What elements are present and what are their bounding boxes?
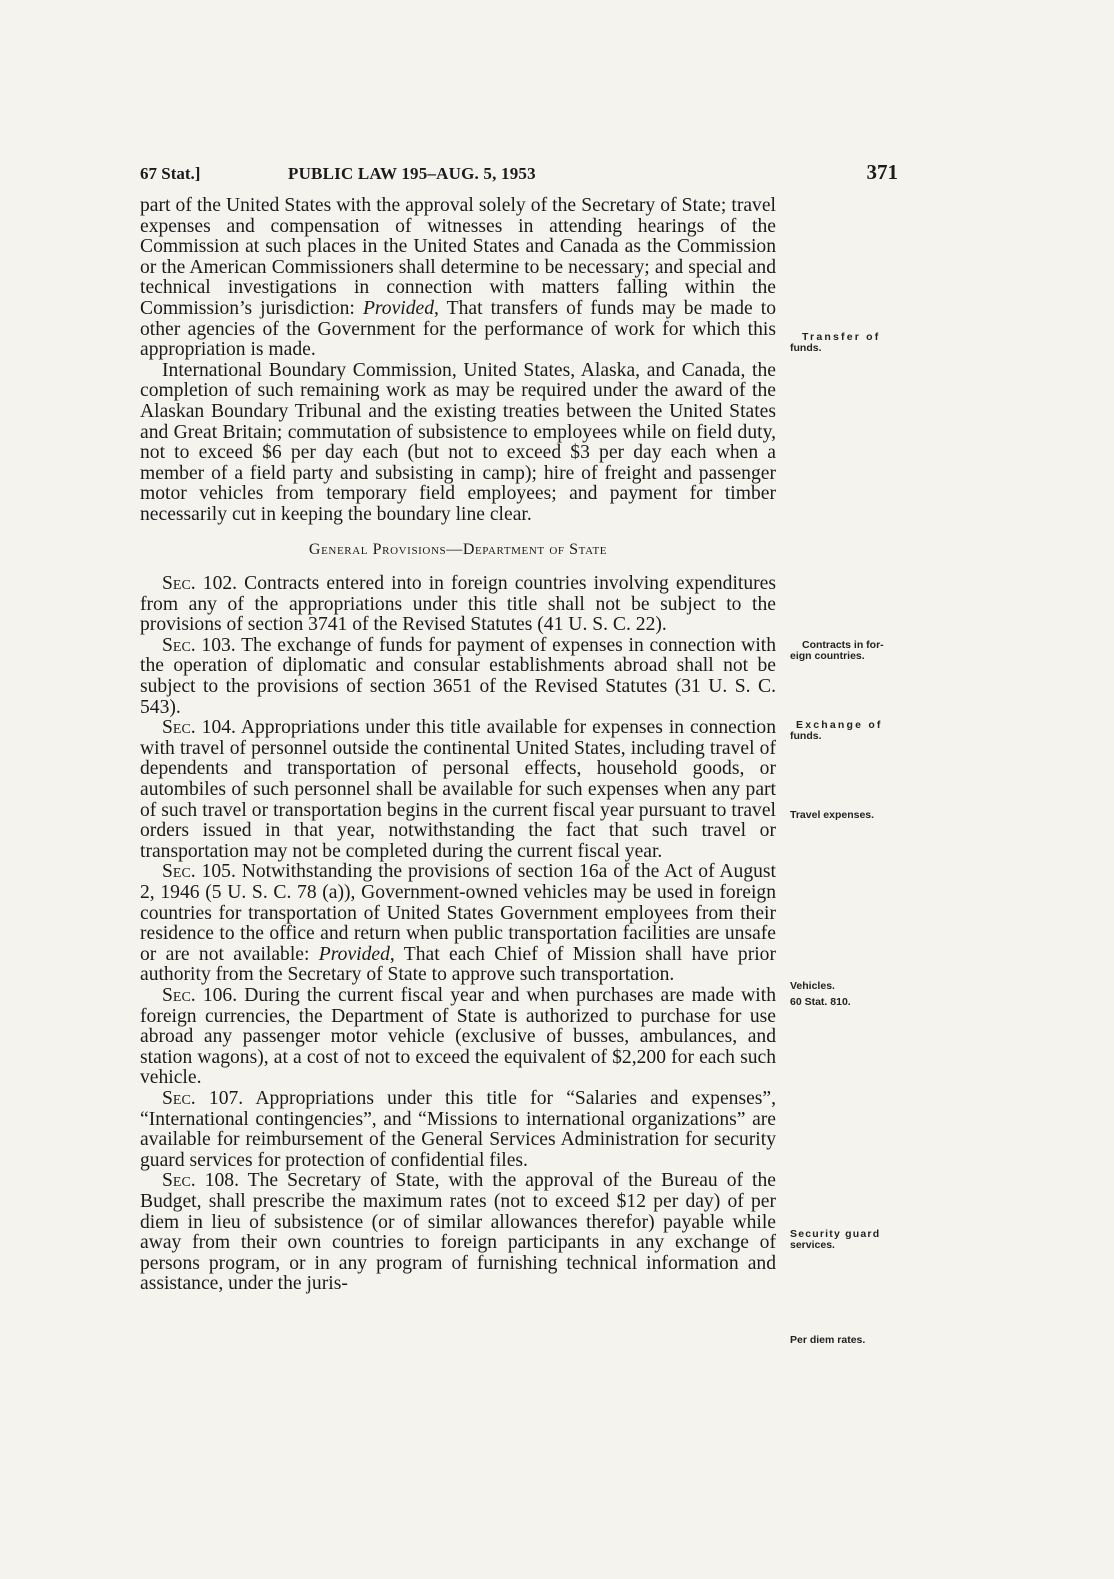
section-text: Appropriations under this title for “Salaries and expenses”, “International contingencies”, and “Missions to international organizations” are available for reimbursement of the General Services Administration for security guard services for protection of confidential files. <box>140 1087 776 1171</box>
margin-note-contracts <box>790 640 930 662</box>
margin-note-transfer-of-funds <box>790 332 930 354</box>
margin-note-line: funds. <box>790 730 822 742</box>
section-text: Contracts entered into in foreign countries involving expenditures from any of the appropriations under this title shall not be subject to the provisions of section 3741 of the Revised Statutes (41 U. S. C. 22). <box>140 573 776 636</box>
section-text: Notwithstanding the provisions of section 16a of the Act of August 2, 1946 (5 U. S. C. 78 (a)), Government-owned vehicles may be used in foreign countries for transportation of United States Government employees from their residence to the office and return when public transportation facilities are unsafe or are not available: <box>140 861 776 965</box>
section-text: , That each Chief of Mission shall have prior authority from the Secretary of State to approve such transportation. <box>140 943 776 986</box>
section-label: Sec. 105. <box>162 861 236 883</box>
margin-note-line: Transfer of <box>802 331 881 343</box>
paragraph-text: part of the United States with the approval solely of the Secretary of State; travel expenses and compensation of witnesses in attending hearings of the Commission at such places in the United States and Canada as the Commission or the American Commissioners shall determine to be necessary; and special and technical investigations in connection with matters falling within the Commission’s jurisdiction: <box>140 195 776 319</box>
section-107 <box>140 1089 776 1171</box>
section-label: Sec. 108. <box>162 1170 239 1192</box>
margin-note-exchange-of-funds <box>790 720 930 742</box>
section-label: Sec. 106. <box>162 984 238 1006</box>
paragraph-text: , That transfers of funds may be made to other agencies of the Government for the performance of work for which this appropriation is made. <box>140 297 777 361</box>
margin-note-line: Vehicles. <box>790 980 835 992</box>
margin-note-security-guard <box>790 1229 930 1251</box>
section-label: Sec. 104. <box>162 717 236 739</box>
running-title: PUBLIC LAW 195–AUG. 5, 1953 <box>288 164 536 183</box>
section-label: Sec. 103. <box>162 634 236 656</box>
main-text <box>140 196 776 1295</box>
proviso-word: Provided <box>362 297 435 319</box>
volume-citation: 67 Stat.] <box>140 164 201 183</box>
section-label: Sec. 102. <box>162 573 238 595</box>
page-number: 371 <box>866 160 898 184</box>
page-header <box>140 160 898 190</box>
paragraph-commission-continued <box>140 196 776 361</box>
proviso-word: Provided <box>318 943 390 965</box>
margin-note-line: Travel expenses. <box>790 809 875 821</box>
section-108 <box>140 1171 776 1295</box>
margin-note-travel-expenses <box>790 810 930 821</box>
margin-note-line: Security guard <box>790 1228 881 1240</box>
section-text: The exchange of funds for payment of expenses in connection with the operation of diplomatic and consular establishments abroad shall not be subject to the provisions of section 3651 of the Revised Statutes (31 U. S. C. 543). <box>140 634 777 718</box>
margin-note-vehicles <box>790 981 930 1008</box>
section-heading: General Provisions—Department of State <box>308 540 608 558</box>
section-text: The Secretary of State, with the approval of the Bureau of the Budget, shall prescribe the maximum rates (not to exceed $12 per day) of per diem in lieu of subsistence (or of similar allowances therefor) payable while away from their own countries to foreign participants in any exchange of persons program, or in any program of furnishing technical information and assistance, under the juris- <box>140 1170 776 1295</box>
margin-note-per-diem <box>790 1335 930 1346</box>
section-103 <box>140 636 776 718</box>
section-106 <box>140 986 776 1089</box>
section-102 <box>140 574 776 636</box>
margin-note-line: 60 Stat. 810. <box>790 996 851 1008</box>
paragraph-boundary-commission: International Boundary Commission, United States, Alaska, and Canada, the completion of such remaining work as may be required under the award of the Alaskan Boundary Tribunal and the existing treaties between the United States and Great Britain; commutation of subsistence to employees while on field duty, not to exceed $6 per day each (but not to exceed $3 per day each when a member of a field party and subsisting in camp); hire of freight and passenger motor vehicles from temporary field employees; and payment for timber necessarily cut in keeping the boundary line clear. <box>140 359 776 525</box>
margin-note-line: services. <box>790 1239 835 1251</box>
section-text: During the current fiscal year and when purchases are made with foreign currencies, the Department of State is authorized to purchase for use abroad any passenger motor vehicle (exclusive of busses, ambulances, and station wagons), at a cost of not to exceed the equivalent of $2,200 for each such vehicle. <box>140 984 776 1089</box>
margin-note-line: Exchange of <box>796 719 883 731</box>
section-105 <box>140 862 776 986</box>
margin-note-line: funds. <box>790 342 822 354</box>
section-text: Appropriations under this title available for expenses in connection with travel of personnel outside the continental United States, including travel of dependents and transportation of personal effects, household goods, or autombiles of such personnel shall be available for such expenses when any part of such travel or transportation begins in the current fiscal year pursuant to travel orders issued in that year, notwithstanding the fact that such travel or transportation may not be completed during the current fiscal year. <box>140 717 776 862</box>
section-label: Sec. 107. <box>162 1087 244 1109</box>
margin-note-line: Contracts in for- <box>802 639 884 651</box>
section-104 <box>140 718 776 862</box>
margin-note-line: eign countries. <box>790 650 865 662</box>
margin-note-line: Per diem rates. <box>790 1334 866 1346</box>
